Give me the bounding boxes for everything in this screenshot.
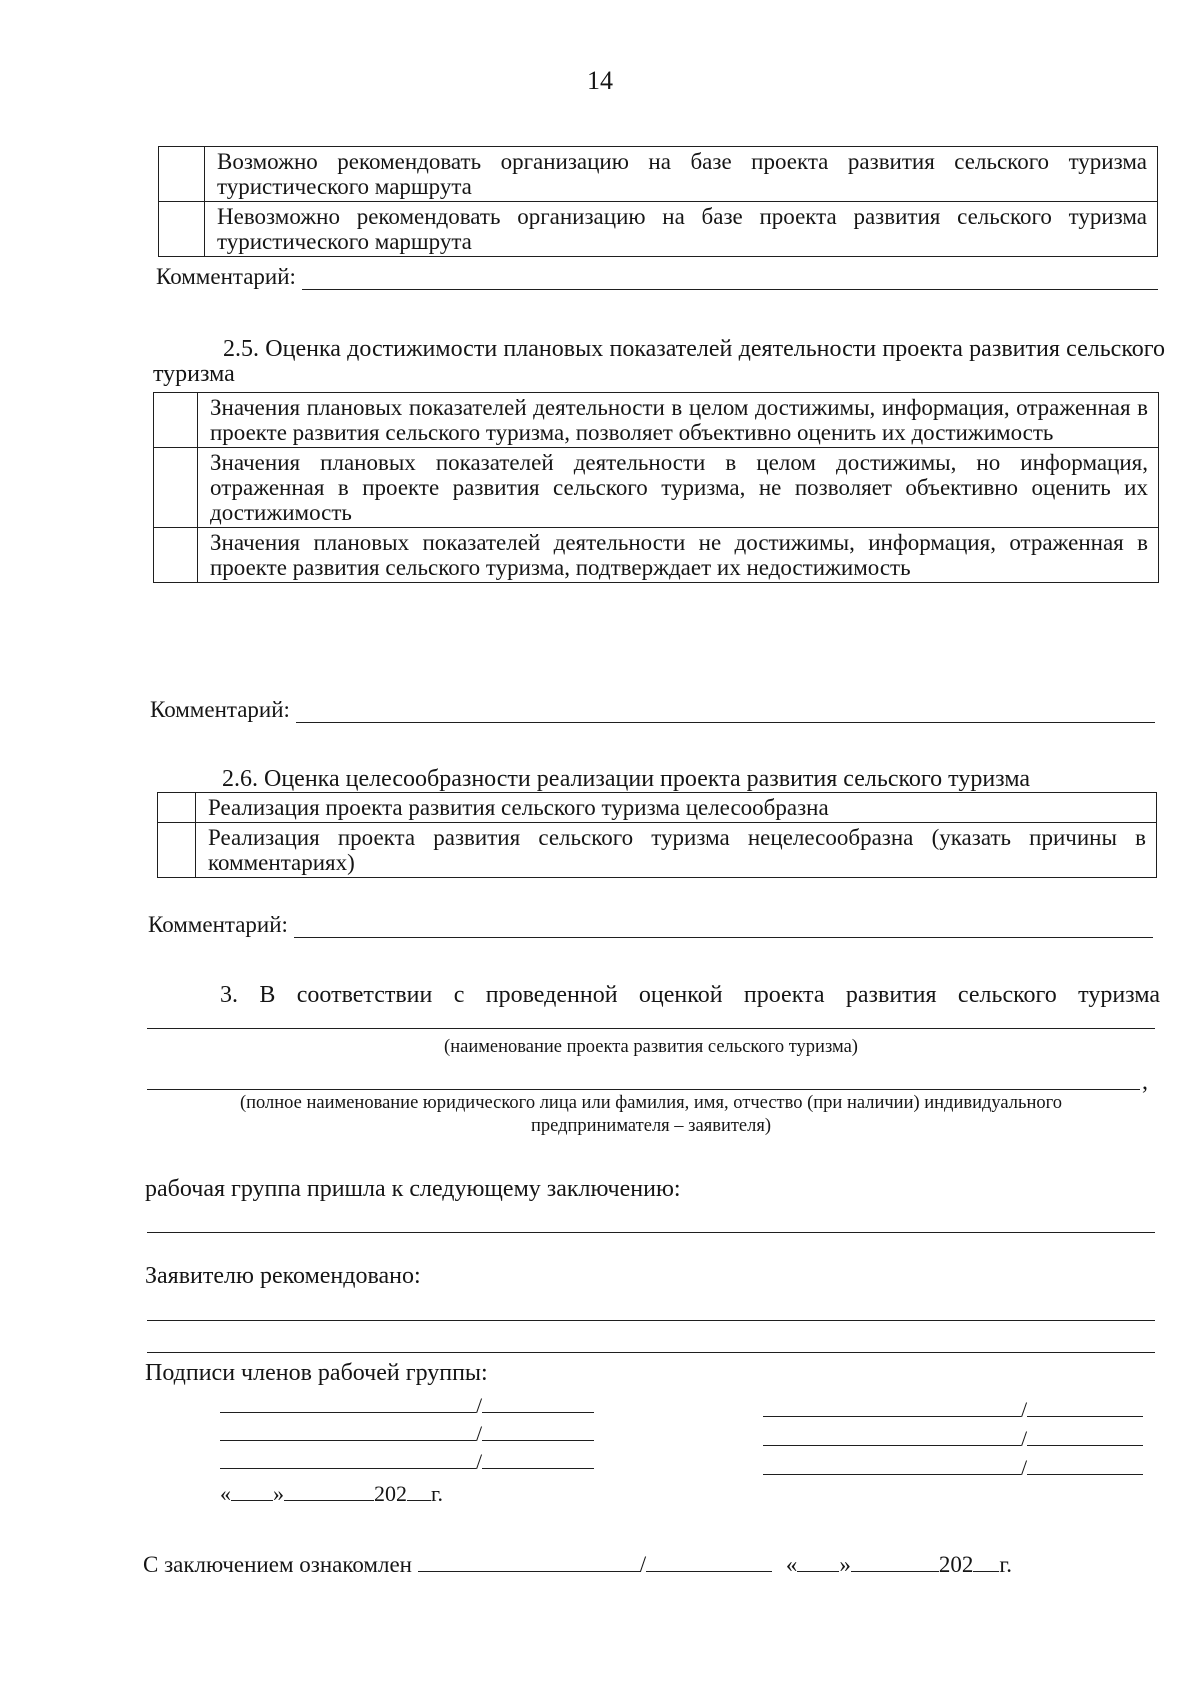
recommend-line-2[interactable] (147, 1352, 1155, 1353)
project-name-line[interactable] (147, 1028, 1155, 1029)
comment-field (156, 264, 1158, 290)
signature-line-right-2[interactable]: / (763, 1426, 1143, 1452)
signature-line-right-3[interactable]: / (763, 1455, 1143, 1481)
achievability-options-table (153, 392, 1159, 583)
applicant-line-comma: , (1142, 1069, 1148, 1095)
feasibility-options-table (157, 792, 1157, 878)
section-2-5-heading: 2.5. Оценка достижимости плановых показателей деятельности проекта развития сельского туризма (153, 336, 1165, 387)
option-text: Значения плановых показателей деятельности в целом достижимы, но информация, отраженная в проекте развития сельского туризма, не позволяет объективно оценить их достижимость (198, 448, 1159, 528)
checkbox-cell[interactable] (159, 147, 205, 202)
table-row (159, 202, 1158, 257)
option-text: Возможно рекомендовать организацию на базе проекта развития сельского туризма туристического маршрута (205, 147, 1158, 202)
comment-label: Комментарий: (150, 697, 290, 722)
acknowledged-month-line[interactable] (851, 1553, 939, 1572)
table-row (158, 793, 1157, 823)
page-number: 14 (587, 66, 613, 95)
checkbox-cell[interactable] (154, 528, 198, 583)
table-row (154, 528, 1159, 583)
option-text: Невозможно рекомендовать организацию на базе проекта развития сельского туризма туристического маршрута (205, 202, 1158, 257)
checkbox-cell[interactable] (158, 823, 196, 878)
section-2-6-heading: 2.6. Оценка целесообразности реализации проекта развития сельского туризма (222, 766, 1030, 792)
recommend-line-1[interactable] (147, 1320, 1155, 1321)
applicant-name-line[interactable] (147, 1089, 1140, 1090)
acknowledged-label: С заключением ознакомлен (143, 1552, 412, 1577)
comment-field (150, 697, 1155, 723)
option-text: Значения плановых показателей деятельности в целом достижимы, информация, отраженная в проекте развития сельского туризма, позволяет объективно оценить их достижимость (198, 393, 1159, 448)
acknowledged-day-line[interactable] (797, 1553, 839, 1572)
table-row (154, 393, 1159, 448)
comment-label: Комментарий: (148, 912, 288, 937)
applicant-caption-line-1: (полное наименование юридического лица или фамилия, имя, отчество (при наличии) индивидуального (239, 1093, 1062, 1113)
table-row (158, 823, 1157, 878)
acknowledged-signature-line[interactable] (418, 1553, 640, 1572)
signatures-label: Подписи членов рабочей группы: (145, 1360, 488, 1386)
comment-label: Комментарий: (156, 264, 296, 289)
table-row (154, 448, 1159, 528)
conclusion-label: рабочая группа пришла к следующему заключению: (145, 1176, 681, 1202)
comment-input-line[interactable] (302, 269, 1158, 290)
checkbox-cell[interactable] (154, 448, 198, 528)
project-name-caption: (наименование проекта развития сельского туризма) (444, 1037, 858, 1057)
recommend-label: Заявителю рекомендовано: (145, 1263, 421, 1289)
section-3-intro: 3. В соответствии с проведенной оценкой проекта развития сельского туризма (220, 982, 1160, 1008)
comment-field (148, 912, 1153, 938)
option-text: Реализация проекта развития сельского туризма нецелесообразна (указать причины в комментариях) (196, 823, 1157, 878)
checkbox-cell[interactable] (158, 793, 196, 823)
comment-input-line[interactable] (296, 702, 1155, 723)
acknowledged-year-line[interactable] (973, 1553, 999, 1572)
signature-line-left-1[interactable]: / (220, 1393, 594, 1419)
signature-line-right-1[interactable]: / (763, 1397, 1143, 1423)
option-text: Значения плановых показателей деятельности не достижимы, информация, отраженная в проекте развития сельского туризма, подтверждает их недостижимость (198, 528, 1159, 583)
acknowledgement-line: С заключением ознакомлен / « » 202 г. (143, 1552, 1012, 1577)
comment-input-line[interactable] (294, 917, 1153, 938)
table-row (159, 147, 1158, 202)
conclusion-line[interactable] (147, 1232, 1155, 1233)
checkbox-cell[interactable] (154, 393, 198, 448)
signature-date[interactable]: « » 202 г. (220, 1481, 444, 1506)
option-text: Реализация проекта развития сельского туризма целесообразна (196, 793, 1157, 823)
checkbox-cell[interactable] (159, 202, 205, 257)
tourist-route-options-table (158, 146, 1158, 257)
signature-line-left-3[interactable]: / (220, 1449, 594, 1475)
acknowledged-name-line[interactable] (646, 1553, 772, 1572)
signature-line-left-2[interactable]: / (220, 1421, 594, 1447)
applicant-caption-line-2: предпринимателя – заявителя) (530, 1116, 772, 1136)
